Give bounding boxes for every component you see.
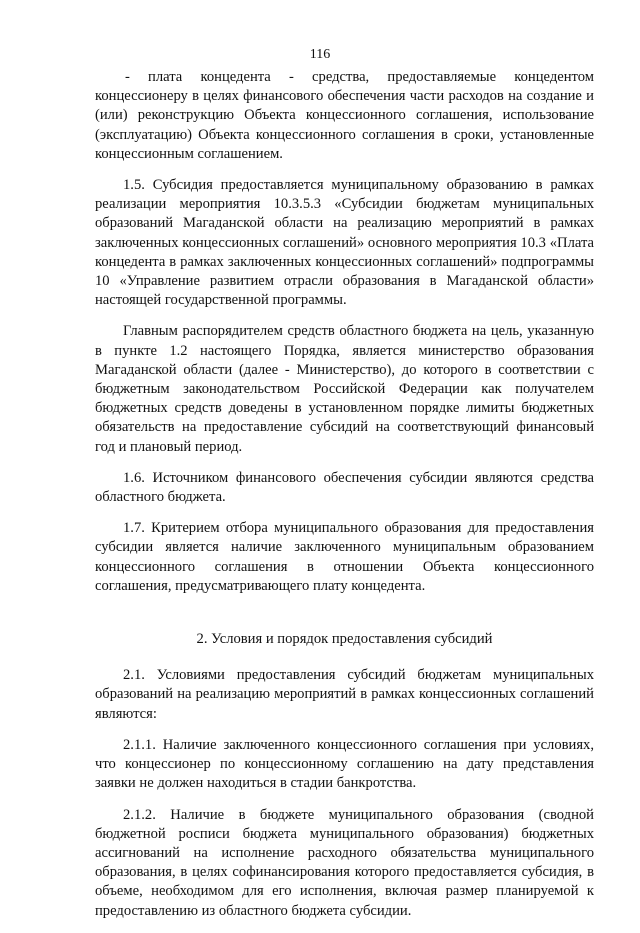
paragraph-2-1-2: 2.1.2. Наличие в бюджете муниципального образования (сводной бюджетной росписи бюджета муниципального образования) бюджетных ассигнований на исполнение расходного обязательства муниципального образования, в целях софинансирования которого предоставляется субсидия, в объеме, необходимом для его исполнения, включая размер планируемой к предоставлению из областного бюджета субсидии.	[95, 806, 594, 919]
paragraph-2-1: 2.1. Условиями предоставления субсидий бюджетам муниципальных образований на реализацию мероприятий в рамках концессионных соглашений являются:	[95, 667, 594, 722]
section-heading: 2. Условия и порядок предоставления субсидий	[196, 631, 493, 648]
paragraph-2-1-1: 2.1.1. Наличие заключенного концессионного соглашения при условиях, что концессионер по концессионному соглашению на дату представления заявки не должен находиться в стадии банкротства.	[95, 736, 594, 792]
document-body	[95, 68, 594, 933]
paragraph-1-6: 1.6. Источником финансового обеспечения субсидии являются средства областного бюджета.	[95, 469, 594, 506]
paragraph-1-7: 1.7. Критерием отбора муниципального образования для предоставления субсидии является наличие заключенного муниципальным образованием концессионного соглашения в отношении Объекта концессионного соглашения, предусматривающего плату концедента.	[95, 520, 594, 594]
paragraph-1-5: 1.5. Субсидия предоставляется муниципальному образованию в рамках реализации мероприятия 10.3.5.3 «Субсидии бюджетам муниципальных образований Магаданской области на реализацию мероприятий в рамках заключенных концессионных соглашений» основного мероприятия 10.3 «Плата концедента в рамках заключенных концессионных соглашений» подпрограммы 10 «Управление развитием отрасли образования в Магаданской области» настоящей государственной программы.	[95, 177, 594, 309]
paragraph-main-manager: Главным распорядителем средств областного бюджета на цель, указанную в пункте 1.2 настоящего Порядка, является министерство образования Магаданской области (далее - Министерство), до которого в соответствии с бюджетным законодательством Российской Федерации как получателем бюджетных средств доведены в установленном порядке лимиты бюджетных обязательств на предоставление субсидий на соответствующий финансовый год и плановый период.	[95, 323, 594, 455]
page-number: 116	[309, 47, 331, 62]
paragraph-concedent-fee-definition: - плата концедента - средства, предоставляемые концедентом концессионеру в целях финансового обеспечения части расходов на создание и (или) реконструкцию Объекта концессионного соглашения, использование (эксплуатацию) Объекта концессионного соглашения в сроки, установленные концессионным соглашением.	[95, 69, 594, 162]
